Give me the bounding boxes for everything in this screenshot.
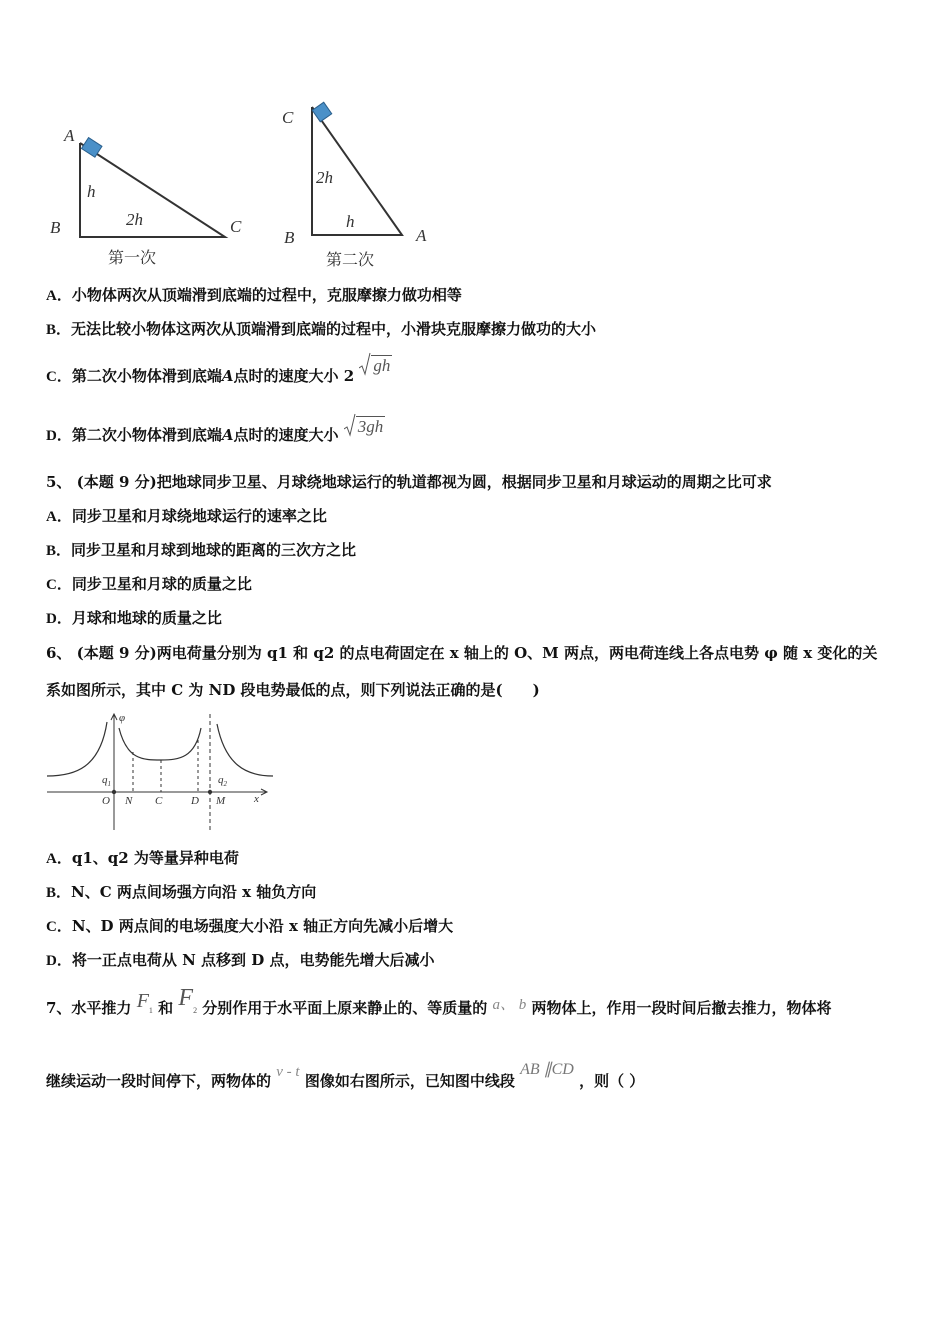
option-text: 第二次小物体滑到底端 — [71, 426, 222, 444]
option-letter: D． — [46, 428, 72, 444]
force-subscript: 2 — [193, 1006, 198, 1015]
q7-line2 — [46, 1061, 645, 1092]
option-letter: C． — [46, 919, 72, 935]
option-text: N、D 两点间的电场强度大小沿 x 轴正方向先减小后增大 — [71, 917, 454, 935]
incline-figure — [40, 95, 440, 275]
radicand: 3gh — [357, 417, 384, 436]
q6-option-b — [46, 882, 316, 903]
option-letter: B． — [46, 322, 72, 338]
object-labels: a、 b — [492, 997, 527, 1013]
q4-option-b — [46, 319, 596, 340]
option-text: 小物体两次从顶端滑到底端的过程中，克服摩擦力做功相等 — [71, 286, 462, 304]
force-symbol: F — [136, 990, 149, 1012]
label-C: C — [282, 108, 294, 127]
second-incline — [282, 102, 427, 269]
radical-sign-icon — [359, 352, 371, 376]
sqrt-expression — [344, 417, 386, 437]
first-incline — [50, 126, 242, 267]
phi-label: φ — [119, 712, 126, 724]
q7-line1 — [46, 985, 832, 1021]
option-letter: C． — [46, 577, 72, 593]
q5-option-c — [46, 574, 252, 595]
q1-charge-dot — [112, 790, 116, 794]
option-text: 无法比较小物体这两次从顶端滑到底端的过程中，小滑块克服摩擦力做功的大小 — [71, 320, 597, 338]
q7-text: 继续运动一段时间停下，两物体的 — [46, 1072, 272, 1090]
C-label: C — [155, 795, 163, 807]
label-A: A — [64, 126, 75, 145]
option-letter: B． — [46, 885, 72, 901]
point-label: A — [221, 367, 234, 385]
sqrt-expression — [359, 356, 392, 376]
option-text: N、C 两点间场强方向沿 x 轴负方向 — [71, 883, 317, 901]
caption-second: 第二次 — [326, 250, 375, 269]
option-text: 同步卫星和月球到地球的距离的三次方之比 — [71, 541, 357, 559]
q6-stem-line1: 6、 (本题 9 分)两电荷量分别为 q1 和 q2 的点电荷固定在 x 轴上的 O、M 两点，两电荷连线上各点电势 φ 随 x 变化的关 — [46, 644, 878, 662]
parallel-segments: AB ∥CD — [520, 1061, 574, 1078]
q5-stem: 5、 (本题 9 分)把地球同步卫星、月球绕地球运行的轨道都视为圆，根据同步卫星和月球运动的周期之比可求 — [46, 473, 772, 491]
q2-charge-dot — [208, 790, 212, 794]
q6-option-a — [46, 848, 239, 869]
option-text: q1、q2 为等量异种电荷 — [71, 849, 239, 867]
q7-text: 图像如右图所示，已知图中线段 — [304, 1072, 515, 1090]
q7-text: 分别作用于水平面上原来静止的、等质量的 — [202, 999, 488, 1017]
option-text: 将一正点电荷从 N 点移到 D 点，电势能先增大后减小 — [71, 951, 435, 969]
q5-option-a — [46, 506, 327, 527]
D-label: D — [191, 795, 199, 807]
q4-option-c — [46, 356, 392, 387]
force-subscript: 1 — [148, 1006, 153, 1015]
label-B: B — [284, 228, 295, 247]
q5-option-b — [46, 540, 356, 561]
label-h: h — [346, 212, 355, 231]
option-text: 点时的速度大小 — [233, 426, 339, 444]
option-letter: A． — [46, 288, 72, 304]
radical-sign-icon — [344, 413, 356, 437]
option-letter: D． — [46, 953, 72, 969]
block-icon — [312, 102, 331, 121]
q7-text: 7、水平推力 — [46, 999, 132, 1017]
force-symbol: F — [178, 985, 194, 1011]
radicand: gh — [373, 356, 391, 375]
q7-text: 两物体上，作用一段时间后撤去推力，物体将 — [531, 999, 832, 1017]
q6-option-d — [46, 950, 434, 971]
q6-stem-line2: 系如图所示，其中 C 为 ND 段电势最低的点，则下列说法正确的是( ) — [46, 681, 540, 699]
potential-graph — [45, 710, 280, 835]
label-B: B — [50, 218, 61, 237]
O-label: O — [102, 795, 110, 807]
N-label: N — [125, 795, 133, 807]
q1-label: $q_1$ — [102, 774, 111, 788]
option-text: 月球和地球的质量之比 — [71, 609, 222, 627]
label-2h: 2h — [316, 168, 333, 187]
label-C: C — [230, 217, 242, 236]
q7-text: ，则（ ） — [579, 1072, 645, 1090]
q4-option-a — [46, 285, 462, 306]
q4-option-d — [46, 417, 385, 446]
label-2h: 2h — [126, 210, 143, 229]
option-letter: A． — [46, 509, 72, 525]
vt-symbol: v - t — [276, 1064, 300, 1080]
q5-option-d — [46, 608, 222, 629]
label-h: h — [87, 182, 96, 201]
option-text: 同步卫星和月球的质量之比 — [71, 575, 252, 593]
q6-option-c — [46, 916, 453, 937]
caption-first: 第一次 — [108, 248, 157, 267]
M-label: M — [216, 795, 226, 807]
option-letter: B． — [46, 543, 72, 559]
option-text: 点时的速度大小 2 — [233, 367, 355, 385]
point-label: A — [221, 426, 234, 444]
x-axis-label: x — [254, 793, 259, 805]
q7-text: 和 — [158, 999, 174, 1017]
option-letter: A． — [46, 851, 72, 867]
q2-label: $q_2$ — [218, 774, 227, 788]
option-letter: D． — [46, 611, 72, 627]
option-text: 第二次小物体滑到底端 — [71, 367, 222, 385]
option-letter: C． — [46, 369, 72, 385]
label-A: A — [416, 226, 427, 245]
option-text: 同步卫星和月球绕地球运行的速率之比 — [71, 507, 327, 525]
